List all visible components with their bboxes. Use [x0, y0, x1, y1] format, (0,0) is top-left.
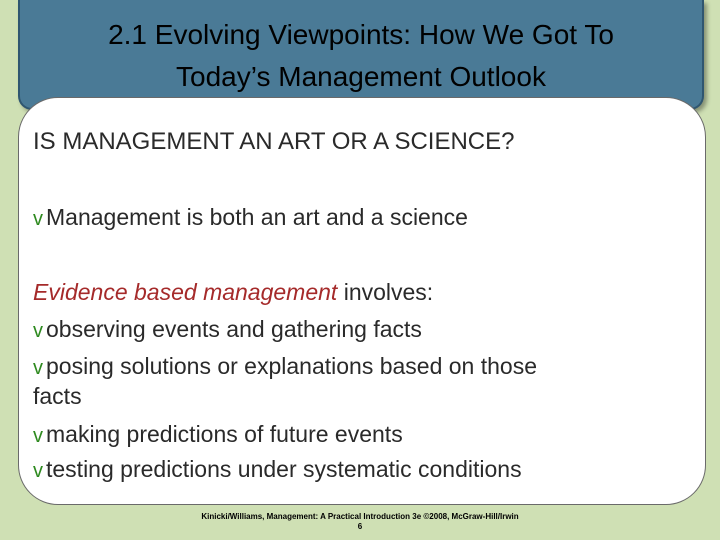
page-number: 6 [357, 522, 363, 531]
title-line-2: Today’s Management Outlook [176, 61, 546, 92]
title-line-1: 2.1 Evolving Viewpoints: How We Got To [108, 19, 614, 50]
bullet-diamond-icon: v [33, 208, 43, 230]
bullet-diamond-icon: v [33, 320, 43, 342]
evidence-suffix: involves: [337, 279, 434, 305]
list-item-text: making predictions of future events [46, 421, 403, 447]
list-item [33, 421, 403, 448]
list-item [33, 353, 537, 380]
evidence-intro [33, 279, 433, 306]
slide-title [18, 14, 704, 98]
list-item-text: facts [33, 383, 82, 409]
evidence-term: Evidence based management [33, 279, 338, 305]
list-item [33, 316, 422, 343]
bullet-diamond-icon: v [33, 425, 43, 447]
bullet-diamond-icon: v [33, 357, 43, 379]
slide-heading: IS MANAGEMENT AN ART OR A SCIENCE? [33, 128, 515, 155]
list-item [33, 456, 522, 483]
main-point [33, 204, 468, 231]
main-point-text: Management is both an art and a science [46, 204, 468, 230]
list-item-text: testing predictions under systematic conditions [46, 456, 522, 482]
bullet-diamond-icon: v [33, 460, 43, 482]
footer-citation: Kinicki/Williams, Management: A Practical Introduction 3e ©2008, McGraw-Hill/Irwin [201, 512, 519, 521]
footer [0, 512, 720, 532]
list-item-text: observing events and gathering facts [46, 316, 422, 342]
list-item-continuation [33, 383, 82, 410]
list-item-text: posing solutions or explanations based on those [46, 353, 538, 379]
